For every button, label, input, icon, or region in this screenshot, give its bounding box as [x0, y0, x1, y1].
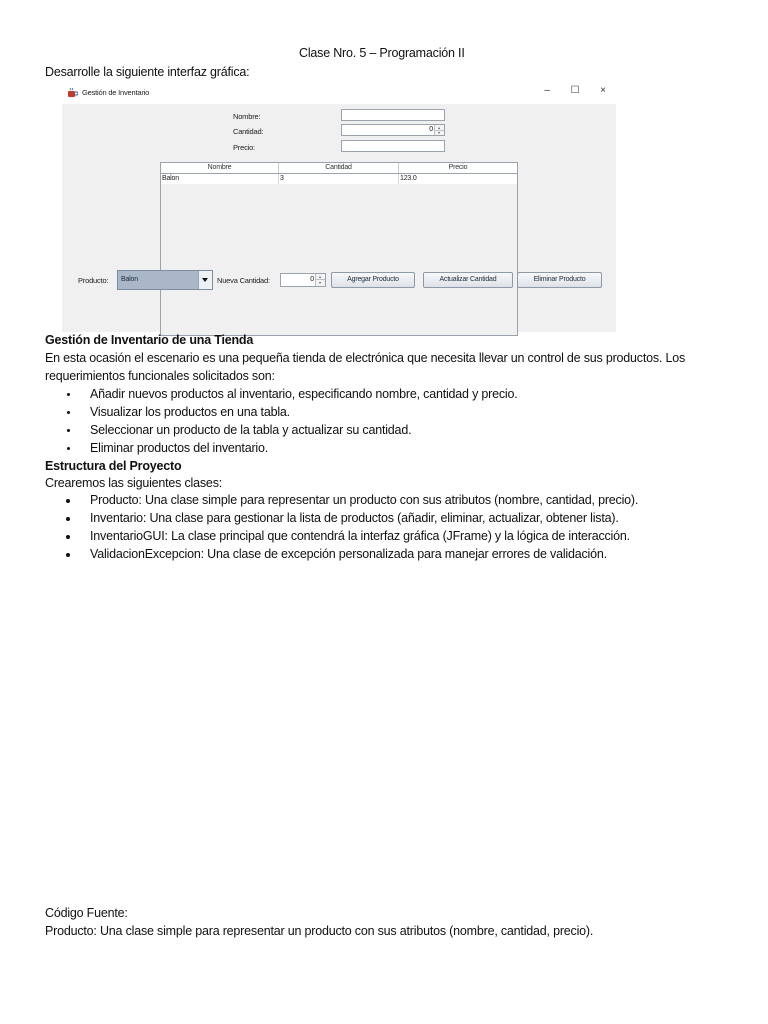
producto-selected-value: Balon: [121, 276, 138, 283]
precio-field[interactable]: [341, 140, 445, 152]
cantidad-label: Cantidad:: [233, 127, 264, 136]
nueva-cantidad-value: 0: [310, 276, 314, 283]
window-titlebar: [62, 82, 616, 104]
eliminar-producto-button[interactable]: Eliminar Producto: [517, 272, 602, 288]
section-title-gestion: Gestión de Inventario de una Tienda: [45, 333, 254, 347]
table-row[interactable]: [161, 174, 517, 184]
window-title: Gestión de Inventario: [82, 88, 150, 97]
nombre-field[interactable]: [341, 109, 445, 121]
producto-combobox[interactable]: [117, 270, 213, 290]
cell-nombre: Balon: [161, 174, 279, 184]
code-heading: Código Fuente:: [45, 906, 128, 920]
nueva-cantidad-spinner[interactable]: [280, 273, 326, 287]
chevron-down-icon[interactable]: [198, 271, 212, 289]
cantidad-spinner-value: 0: [429, 126, 433, 133]
cell-precio: 123.0: [400, 175, 417, 182]
document-header: Clase Nro. 5 – Programación II: [299, 46, 465, 60]
instruction-text: Desarrolle la siguiente interfaz gráfica:: [45, 65, 250, 79]
column-header-nombre[interactable]: Nombre: [161, 163, 279, 173]
section-paragraph-line1: En esta ocasión el escenario es una pequeña tienda de electrónica que necesita llevar un control de sus productos. Los: [45, 351, 686, 365]
minimize-button[interactable]: –: [544, 85, 550, 96]
spinner-arrows-icon[interactable]: [315, 274, 325, 286]
code-description: Producto: Una clase simple para representar un producto con sus atributos (nombre, cantidad, precio).: [45, 924, 594, 938]
close-button[interactable]: ×: [600, 85, 606, 96]
producto-label: Producto:: [78, 276, 109, 285]
inventory-window: [62, 82, 616, 332]
products-table[interactable]: [160, 162, 518, 336]
cell-cantidad: 3: [279, 174, 399, 184]
actualizar-cantidad-button[interactable]: Actualizar Cantidad: [423, 272, 513, 288]
section-title-estructura: Estructura del Proyecto: [45, 459, 182, 473]
section-paragraph-line2: requerimientos funcionales solicitados son:: [45, 369, 275, 383]
section-intro-clases: Crearemos las siguientes clases:: [45, 476, 223, 490]
column-header-precio[interactable]: Precio: [448, 164, 468, 171]
java-coffee-cup-icon: [67, 87, 78, 98]
cantidad-spinner[interactable]: [341, 124, 445, 136]
column-header-cantidad[interactable]: Cantidad: [279, 163, 399, 173]
nueva-cantidad-label: Nueva Cantidad:: [217, 276, 270, 285]
precio-label: Precio:: [233, 143, 255, 152]
agregar-producto-button[interactable]: Agregar Producto: [331, 272, 415, 288]
nombre-label: Nombre:: [233, 112, 261, 121]
spinner-arrows-icon[interactable]: [434, 125, 444, 135]
table-header: [161, 163, 517, 174]
maximize-button[interactable]: ☐: [570, 85, 580, 96]
